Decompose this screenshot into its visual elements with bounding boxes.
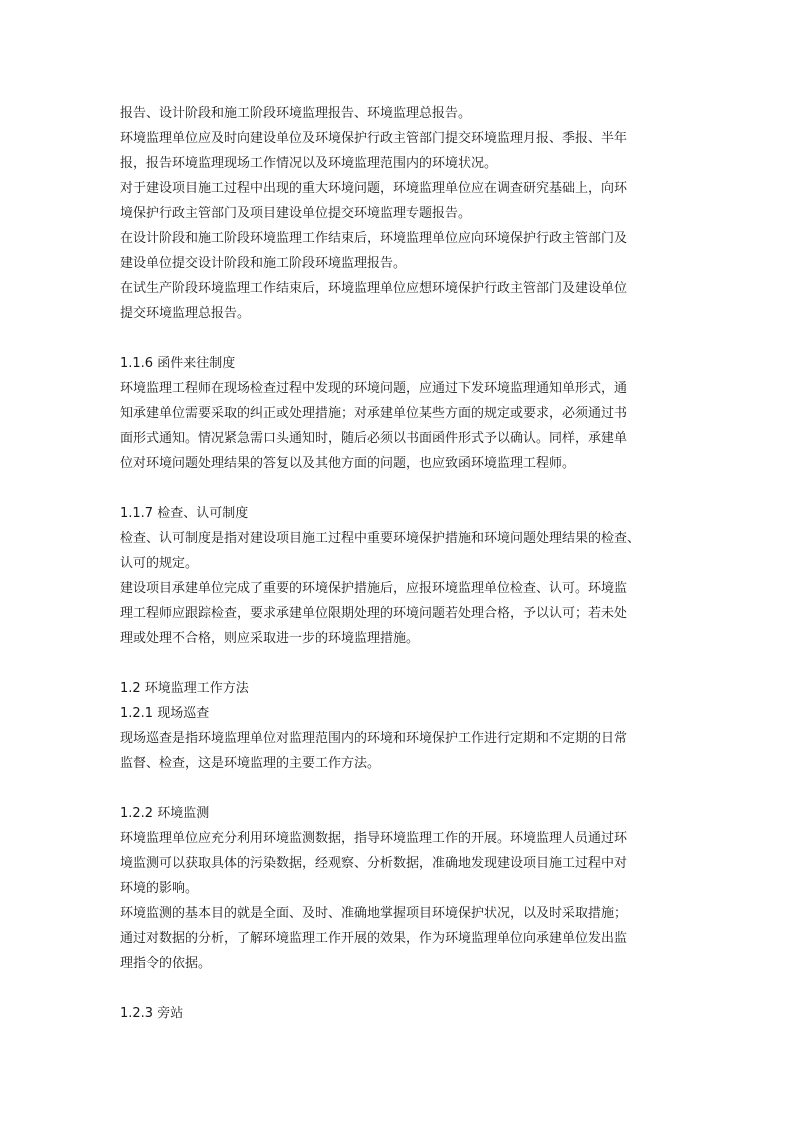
text-line: 建设项目承建单位完成了重要的环境保护措施后，应报环境监理单位检查、认可。环境监 <box>120 581 628 596</box>
text-line: 现场巡查是指环境监理单位对监理范围内的环境和环境保护工作进行定期和不定期的日常 <box>120 731 628 746</box>
text-line: 在试生产阶段环境监理工作结束后，环境监理单位应想环境保护行政主管部门及建设单位 <box>120 281 628 296</box>
text-line: 面形式通知。情况紧急需口头通知时，随后必须以书面函件形式予以确认。同样，承建单 <box>120 431 628 446</box>
section-heading: 1.1.7 检查、认可制度 <box>120 506 249 521</box>
document-body <box>120 101 700 1026</box>
text-line: 理指令的依据。 <box>120 956 212 971</box>
text-line: 境监测可以获取具体的污染数据，经观察、分析数据，准确地发现建设项目施工过程中对 <box>120 856 628 871</box>
text-line: 监督、检查，这是环境监理的主要工作方法。 <box>120 756 381 771</box>
text-line: 环境监理单位应充分利用环境监测数据，指导环境监理工作的开展。环境监理人员通过环 <box>120 831 628 846</box>
text-line: 环境监测的基本目的就是全面、及时、准确地掌握项目环境保护状况，以及时采取措施； <box>120 906 628 921</box>
text-line: 通过对数据的分析，了解环境监理工作开展的效果，作为环境监理单位向承建单位发出监 <box>120 931 628 946</box>
text-line: 环境监理工程师在现场检查过程中发现的环境问题，应通过下发环境监理通知单形式，通 <box>120 381 628 396</box>
text-line: 知承建单位需要采取的纠正或处理措施；对承建单位某些方面的规定或要求，必须通过书 <box>120 406 628 421</box>
section-heading: 1.2 环境监理工作方法 <box>120 681 249 696</box>
text-line: 认可的规定。 <box>120 556 199 571</box>
section-heading: 1.2.2 环境监测 <box>120 806 210 821</box>
text-line: 检查、认可制度是指对建设项目施工过程中重要环境保护措施和环境问题处理结果的检查、 <box>120 531 641 546</box>
text-line: 境保护行政主管部门及项目建设单位提交环境监理专题报告。 <box>120 206 472 221</box>
section-heading: 1.2.3 旁站 <box>120 1006 184 1021</box>
paragraph-gap <box>120 976 700 1001</box>
text-line: 报，报告环境监理现场工作情况以及环境监理范围内的环境状况。 <box>120 156 498 171</box>
text-line: 报告、设计阶段和施工阶段环境监理报告、环境监理总报告。 <box>120 106 472 121</box>
text-line: 理工程师应跟踪检查，要求承建单位限期处理的环境问题若处理合格，予以认可；若未处 <box>120 606 628 621</box>
paragraph-gap <box>120 476 700 501</box>
paragraph-gap <box>120 776 700 801</box>
text-line: 建设单位提交设计阶段和施工阶段环境监理报告。 <box>120 256 407 271</box>
text-line: 对于建设项目施工过程中出现的重大环境问题，环境监理单位应在调查研究基础上，向环 <box>120 181 628 196</box>
section-heading: 1.1.6 函件来往制度 <box>120 356 236 371</box>
section-heading: 1.2.1 现场巡查 <box>120 706 210 721</box>
text-line: 环境的影响。 <box>120 881 199 896</box>
text-line: 理或处理不合格，则应采取进一步的环境监理措施。 <box>120 631 420 646</box>
paragraph-gap <box>120 651 700 676</box>
text-line: 位对环境问题处理结果的答复以及其他方面的问题，也应致函环境监理工程师。 <box>120 456 576 471</box>
text-line: 提交环境监理总报告。 <box>120 306 251 321</box>
text-line: 在设计阶段和施工阶段环境监理工作结束后，环境监理单位应向环境保护行政主管部门及 <box>120 231 628 246</box>
paragraph-gap <box>120 326 700 351</box>
text-line: 环境监理单位应及时向建设单位及环境保护行政主管部门提交环境监理月报、季报、半年 <box>120 131 628 146</box>
